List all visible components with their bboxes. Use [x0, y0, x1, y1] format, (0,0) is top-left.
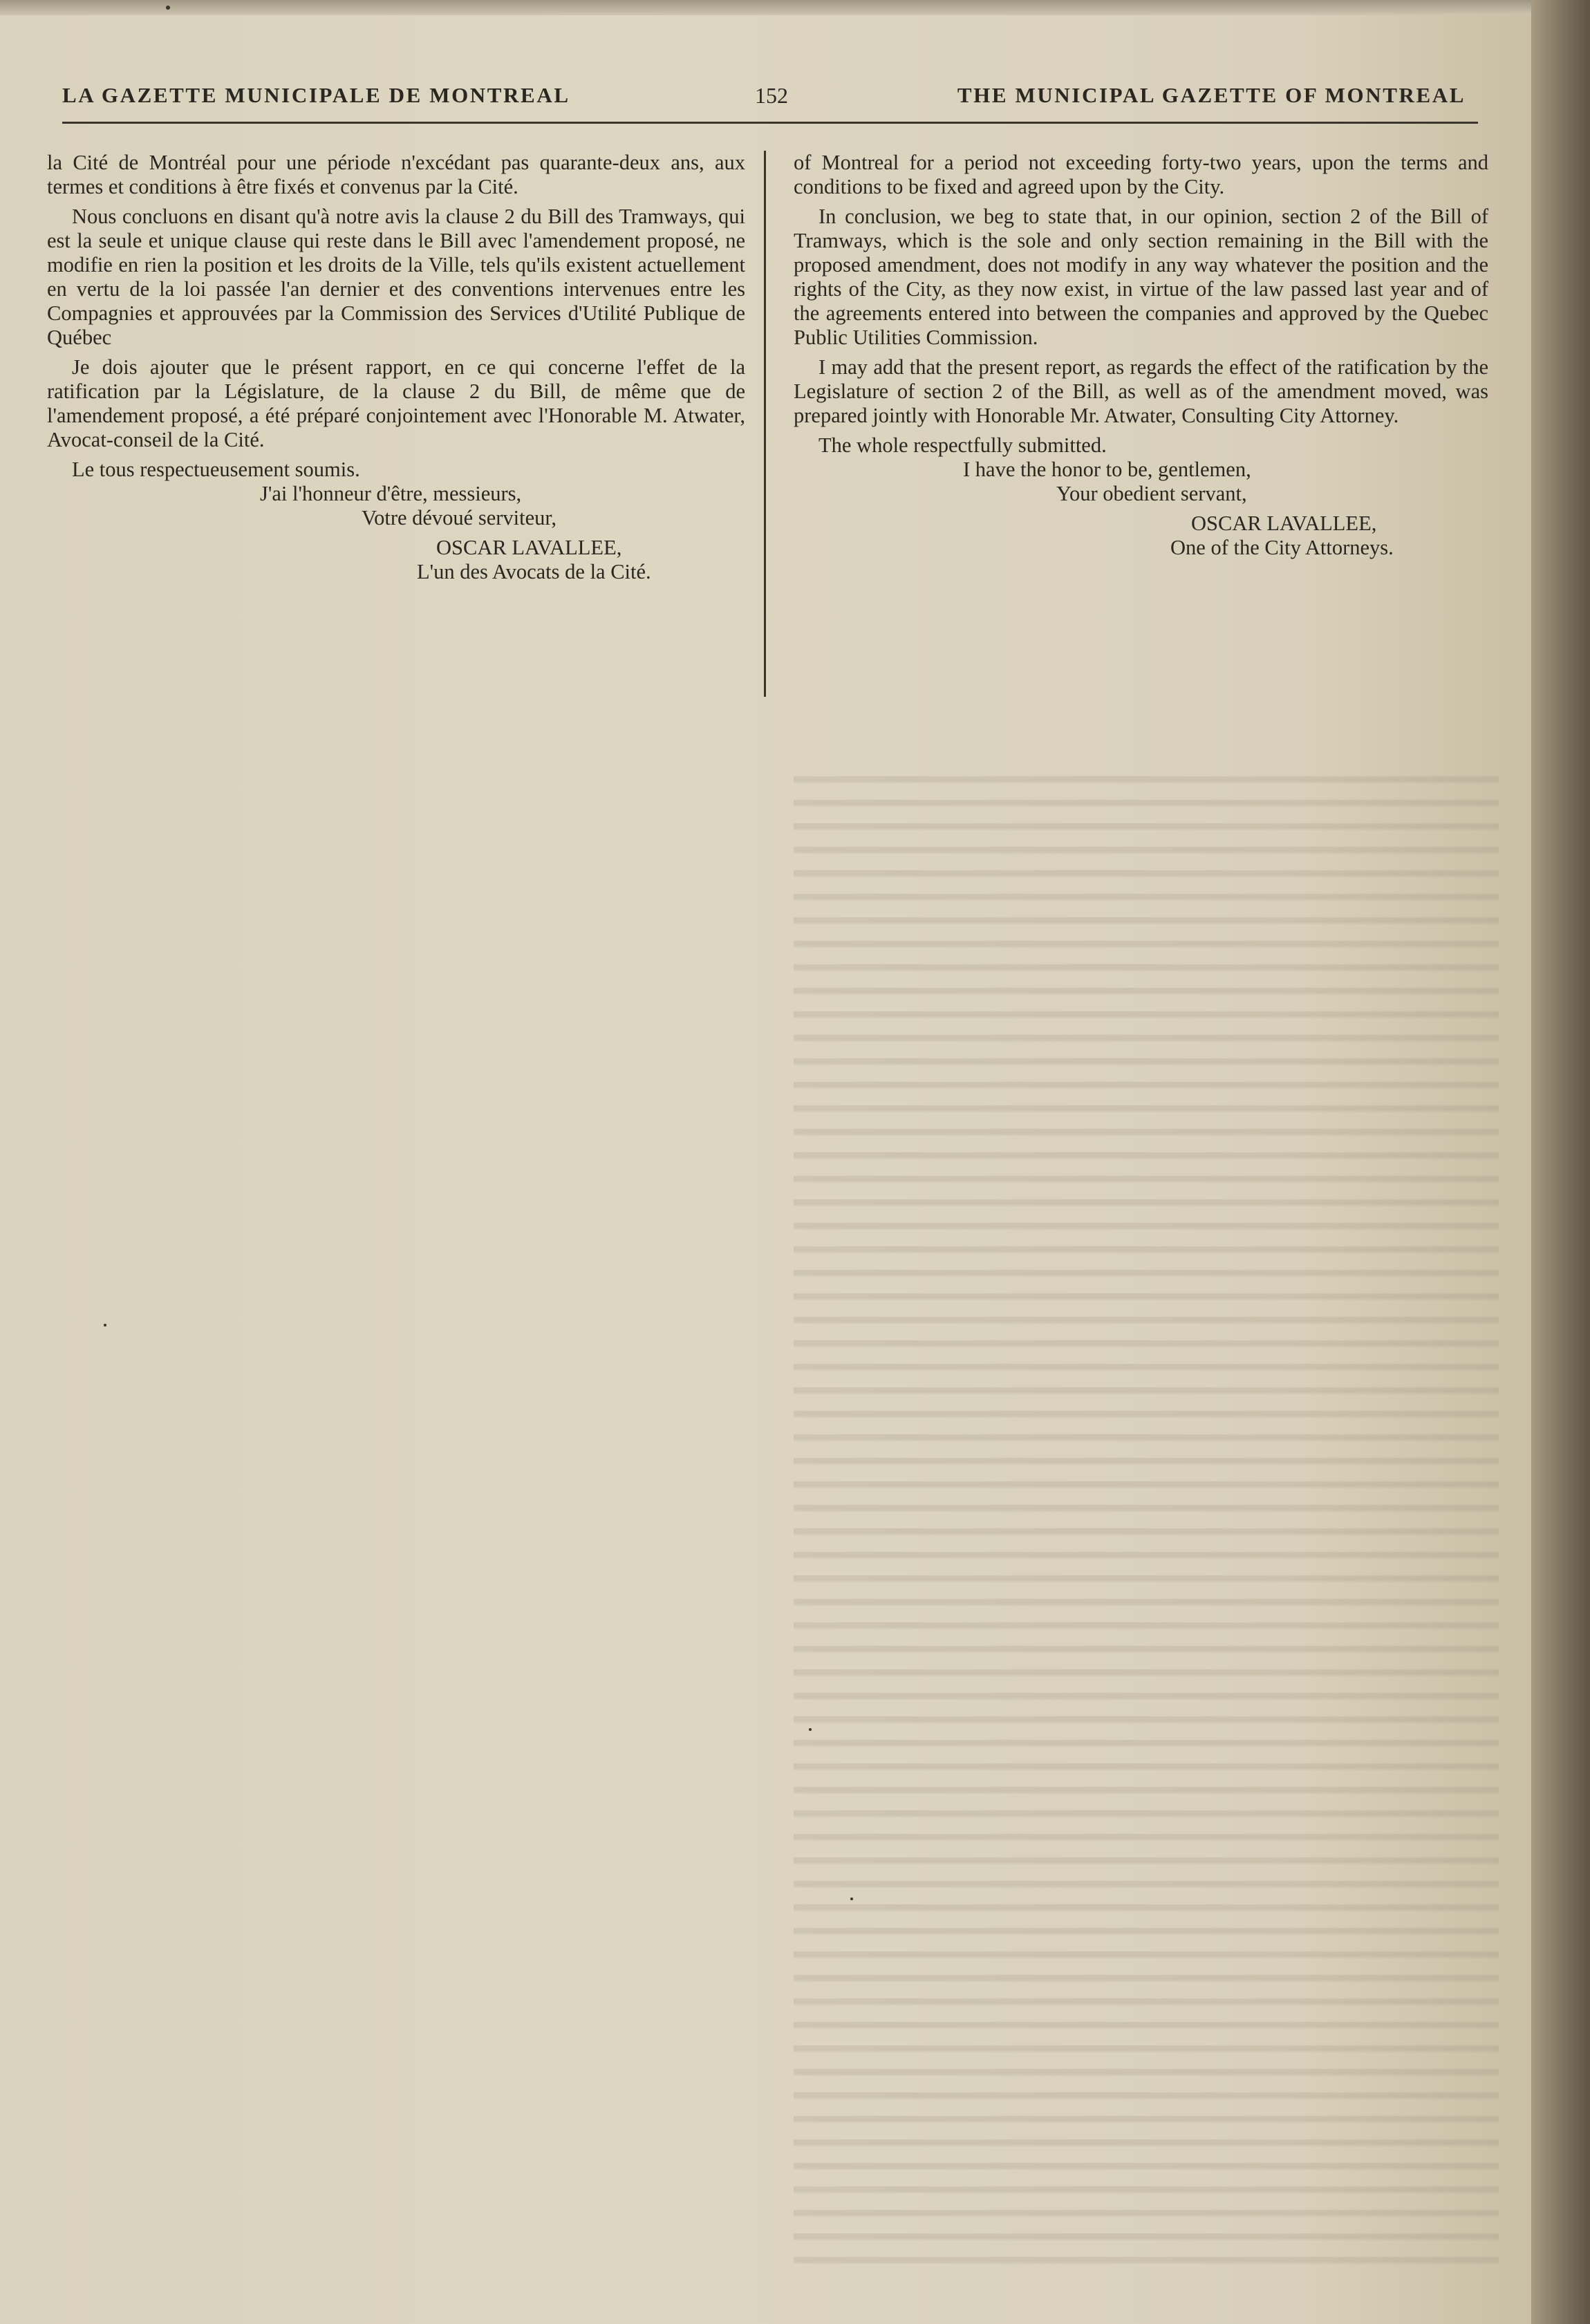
column-divider	[764, 151, 766, 697]
page-number: 152	[755, 83, 788, 108]
ink-speck	[809, 1728, 812, 1731]
french-paragraph: Le tous respectueusement soumis.	[72, 458, 360, 481]
bleed-through-text	[794, 760, 1499, 2267]
running-header	[62, 83, 1466, 118]
french-signer-name: OSCAR LAVALLEE,	[436, 536, 622, 559]
english-signer-title: One of the City Attorneys.	[1170, 536, 1394, 559]
header-french-title: LA GAZETTE MUNICIPALE DE MONTREAL	[62, 83, 570, 107]
english-closing: Your obedient servant,	[1056, 482, 1247, 505]
french-closing: Votre dévoué serviteur,	[362, 506, 556, 530]
english-paragraph: of Montreal for a period not exceeding forty-two years, upon the terms and conditions to be fixed and agreed upon by the City.	[794, 151, 1488, 198]
french-column	[47, 151, 745, 584]
english-paragraph: I may add that the present report, as regards the effect of the ratification by the Legislature of section 2 of the Bill, as well as of the amendment moved, was prepared jointly with Honorable Mr. Atwater, Consulting City Attorney.	[794, 355, 1488, 427]
english-paragraph: In conclusion, we beg to state that, in our opinion, section 2 of the Bill of Tramways, which is the sole and only section remaining in the Bill with the proposed amendment, does not modify in any way whatever the position and the rights of the City, as they now exist, in virtue of the law passed last year and of the agreements entered into between the companies and approved by the Quebec Public Utilities Commission.	[794, 205, 1488, 349]
french-paragraph: Nous concluons en disant qu'à notre avis la clause 2 du Bill des Tramways, qui est la seule et unique clause qui reste dans le Bill avec l'amendement proposé, ne modifie en rien la position et les droits de la Ville, tels qu'ils existent actuellement en vertu de la loi passée l'an dernier et des conventions intervenues entre les Compagnies et approuvées par la Commission des Services d'Utilité Publique de Québec	[47, 205, 745, 349]
ink-speck	[104, 1324, 106, 1327]
french-greeting: J'ai l'honneur d'être, messieurs,	[260, 482, 522, 505]
page-top-strip	[0, 0, 1531, 15]
french-paragraph: la Cité de Montréal pour une période n'excédant pas quarante-deux ans, aux termes et conditions à être fixés et convenus par la Cité.	[47, 151, 745, 198]
french-signer-title: L'un des Avocats de la Cité.	[417, 560, 651, 583]
english-paragraph: The whole respectfully submitted.	[819, 433, 1107, 457]
page-edge-shadow	[1531, 0, 1590, 2324]
french-paragraph: Je dois ajouter que le présent rapport, en ce qui concerne l'effet de la ratification par la Législature, de la clause 2 du Bill, de même que de l'amendement proposé, a été préparé conjointement avec l'Honorable M. Atwater, Avocat-conseil de la Cité.	[47, 355, 745, 451]
english-greeting: I have the honor to be, gentlemen,	[963, 458, 1251, 481]
english-signer-name: OSCAR LAVALLEE,	[1191, 512, 1377, 535]
ink-speck	[850, 1897, 853, 1900]
header-rule	[62, 122, 1478, 124]
english-column	[794, 151, 1488, 560]
ink-speck	[166, 6, 170, 10]
header-english-title: THE MUNICIPAL GAZETTE OF MONTREAL	[957, 83, 1466, 107]
